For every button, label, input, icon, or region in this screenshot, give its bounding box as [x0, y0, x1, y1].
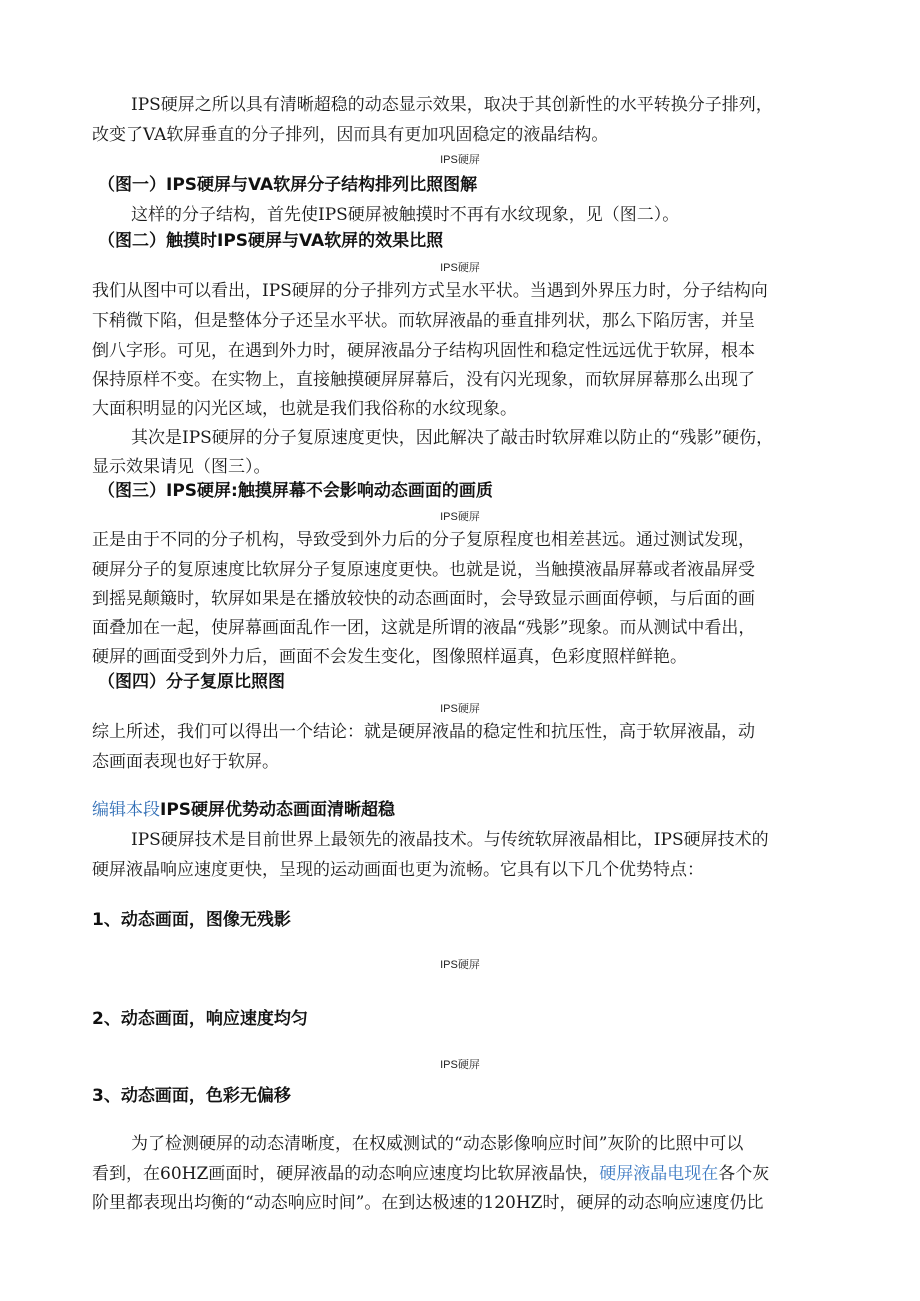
paragraph-line: 综上所述，我们可以得出一个结论：就是硬屏液晶的稳定性和抗压性，高于软屏液晶，动 — [92, 722, 755, 742]
image-caption: IPS硬屏 — [440, 154, 480, 166]
paragraph-line: 保持原样不变。在实物上，直接触摸硬屏屏幕后，没有闪光现象，而软屏屏幕那么出现了 — [92, 370, 755, 390]
paragraph-line: 阶里都表现出均衡的“动态响应时间”。在到达极速的120HZ时，硬屏的动态响应速度仍比 — [92, 1193, 764, 1213]
advantage-item-2: 2、动态画面，响应速度均匀 — [92, 1009, 308, 1029]
image-caption: IPS硬屏 — [440, 703, 480, 715]
paragraph-line: IPS硬屏之所以具有清晰超稳的动态显示效果，取决于其创新性的水平转换分子排列， — [131, 95, 773, 115]
image-caption: IPS硬屏 — [440, 1059, 480, 1071]
paragraph-line: 下稍微下陷，但是整体分子还呈水平状。而软屏液晶的垂直排列状，那么下陷厉害，并呈 — [92, 311, 755, 331]
inline-link[interactable]: 硬屏液晶电 — [599, 1164, 685, 1184]
section-title: IPS硬屏优势动态画面清晰超稳 — [160, 800, 396, 820]
figure-title-2: （图二）触摸时IPS硬屏与VA软屏的效果比照 — [98, 231, 444, 251]
paragraph-line: 倒八字形。可见，在遇到外力时，硬屏液晶分子结构巩固性和稳定性远远优于软屏，根本 — [92, 341, 755, 361]
paragraph-line: 态画面表现也好于软屏。 — [92, 752, 279, 772]
paragraph-line: 大面积明显的闪光区域，也就是我们我俗称的水纹现象。 — [92, 399, 517, 419]
paragraph-line: 改变了VA软屏垂直的分子排列，因而具有更加巩固稳定的液晶结构。 — [92, 125, 609, 145]
figure-title-1: （图一）IPS硬屏与VA软屏分子结构排列比照图解 — [98, 175, 478, 195]
inline-link-text: 现在 — [684, 1164, 719, 1184]
advantage-item-1: 1、动态画面，图像无残影 — [92, 910, 291, 930]
advantage-item-3: 3、动态画面，色彩无偏移 — [92, 1086, 291, 1106]
edit-section-link[interactable]: 编辑本段 — [92, 800, 160, 820]
figure-title-3: （图三）IPS硬屏:触摸屏幕不会影响动态画面的画质 — [98, 481, 493, 501]
section-heading — [92, 795, 395, 825]
image-caption: IPS硬屏 — [440, 262, 480, 274]
paragraph-line: 其次是IPS硬屏的分子复原速度更快，因此解决了敲击时软屏难以防止的“残影”硬伤， — [131, 428, 774, 448]
paragraph-line: IPS硬屏技术是目前世界上最领先的液晶技术。与传统软屏液晶相比，IPS硬屏技术的 — [131, 830, 769, 850]
paragraph-line: 我们从图中可以看出，IPS硬屏的分子排列方式呈水平状。当遇到外界压力时，分子结构向 — [92, 281, 768, 301]
paragraph-line: 硬屏分子的复原速度比软屏分子复原速度更快。也就是说，当触摸液晶屏幕或者液晶屏受 — [92, 560, 755, 580]
paragraph-line: 为了检测硬屏的动态清晰度，在权威测试的“动态影像响应时间”灰阶的比照中可以 — [131, 1134, 744, 1154]
paragraph-line: 面叠加在一起，使屏幕画面乱作一团，这就是所谓的液晶“残影”现象。而从测试中看出， — [92, 618, 756, 638]
image-caption: IPS硬屏 — [440, 511, 480, 523]
paragraph-line: 显示效果请见（图三）。 — [92, 457, 271, 477]
text-span: 各个灰 — [718, 1164, 770, 1184]
figure-title-4: （图四）分子复原比照图 — [98, 672, 285, 692]
paragraph-line: 硬屏的画面受到外力后，画面不会发生变化，图像照样逼真，色彩度照样鲜艳。 — [92, 647, 687, 667]
text-span: 看到，在60HZ画面时，硬屏液晶的动态响应速度均比软屏液晶快， — [92, 1164, 600, 1184]
paragraph-line: 正是由于不同的分子机构，导致受到外力后的分子复原程度也相差甚远。通过测试发现， — [92, 530, 755, 550]
image-caption: IPS硬屏 — [440, 959, 480, 971]
paragraph-line: 到摇晃颠簸时，软屏如果是在播放较快的动态画面时，会导致显示画面停顿，与后面的画 — [92, 589, 755, 609]
paragraph-line: 这样的分子结构，首先使IPS硬屏被触摸时不再有水纹现象，见（图二）。 — [131, 205, 680, 225]
paragraph-line: 硬屏液晶响应速度更快，呈现的运动画面也更为流畅。它具有以下几个优势特点： — [92, 860, 704, 880]
